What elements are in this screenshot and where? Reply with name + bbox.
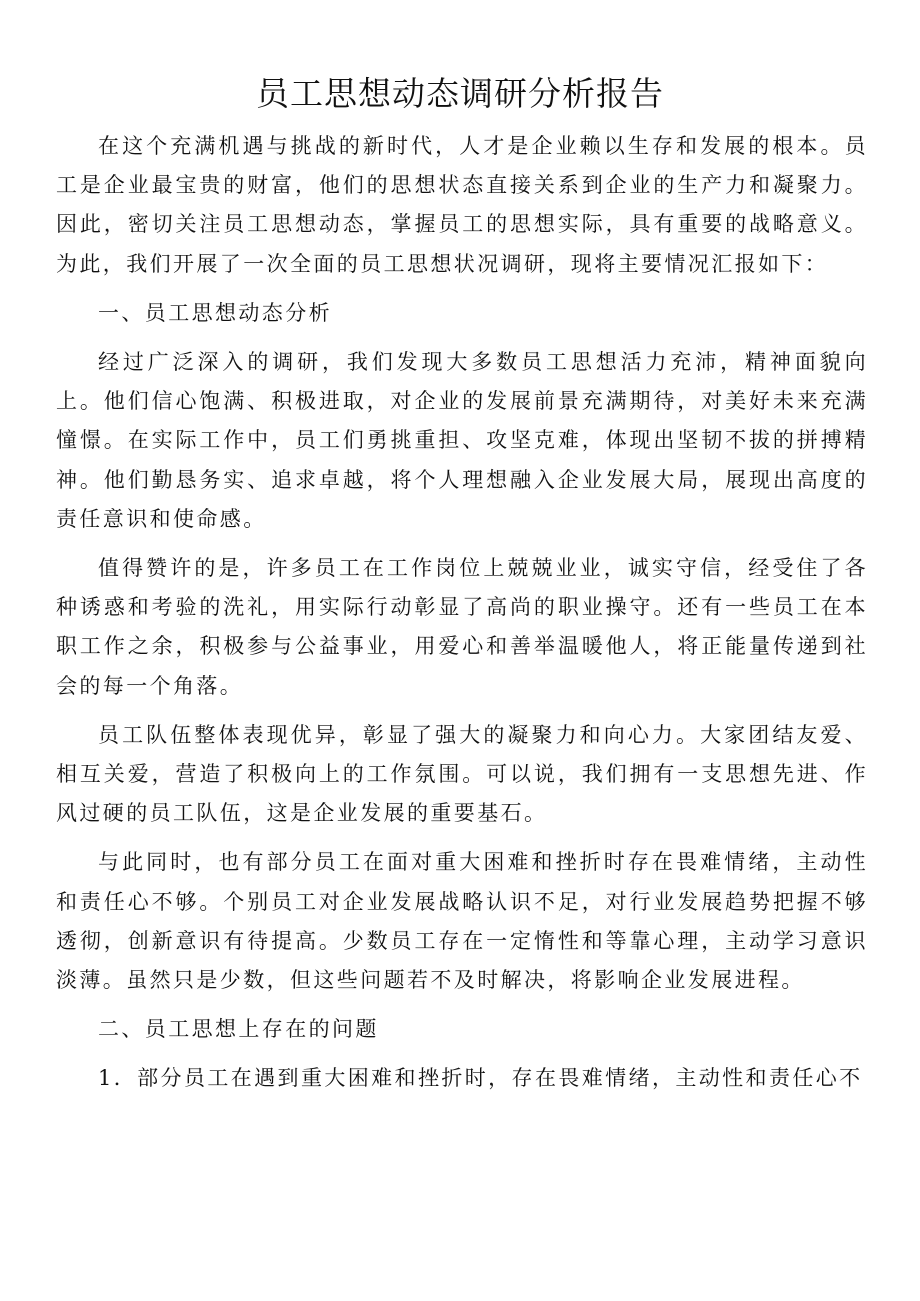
section-1-paragraph-1: 经过广泛深入的调研，我们发现大多数员工思想活力充沛，精神面貌向上。他们信心饱满、积极进取，对企业的发展前景充满期待，对美好未来充满憧憬。在实际工作中，员工们勇挑重担、攻坚克难，体现出坚韧不拔的拼搏精神。他们勤恳务实、追求卓越，将个人理想融入企业发展大局，展现出高度的责任意识和使命感。 [56, 350, 868, 531]
document-title: 员工思想动态调研分析报告 [256, 74, 664, 113]
section-1-paragraph-2: 值得赞许的是，许多员工在工作岗位上兢兢业业，诚实守信，经受住了各种诱惑和考验的洗礼，用实际行动彰显了高尚的职业操守。还有一些员工在本职工作之余，积极参与公益事业，用爱心和善举温暖他人，将正能量传递到社会的每一个角落。 [56, 556, 868, 698]
document-body [56, 127, 868, 1099]
section-1-heading: 一、员工思想动态分析 [98, 300, 332, 325]
section-1-paragraph-3: 员工队伍整体表现优异，彰显了强大的凝聚力和向心力。大家团结友爱、相互关爱，营造了积极向上的工作氛围。可以说，我们拥有一支思想先进、作风过硬的员工队伍，这是企业发展的重要基石。 [56, 722, 868, 826]
intro-paragraph: 在这个充满机遇与挑战的新时代，人才是企业赖以生存和发展的根本。员工是企业最宝贵的财富，他们的思想状态直接关系到企业的生产力和凝聚力。因此，密切关注员工思想动态，掌握员工的思想实际，具有重要的战略意义。为此，我们开展了一次全面的员工思想状况调研，现将主要情况汇报如下： [56, 134, 868, 276]
section-2-item-1: 1．部分员工在遇到重大困难和挫折时，存在畏难情绪，主动性和责任心不 [98, 1066, 863, 1091]
section-1-paragraph-4: 与此同时，也有部分员工在面对重大困难和挫折时存在畏难情绪，主动性和责任心不够。个别员工对企业发展战略认识不足，对行业发展趋势把握不够透彻，创新意识有待提高。少数员工存在一定惰性和等靠心理，主动学习意识淡薄。虽然只是少数，但这些问题若不及时解决，将影响企业发展进程。 [56, 850, 868, 993]
section-2-heading: 二、员工思想上存在的问题 [98, 1017, 379, 1042]
